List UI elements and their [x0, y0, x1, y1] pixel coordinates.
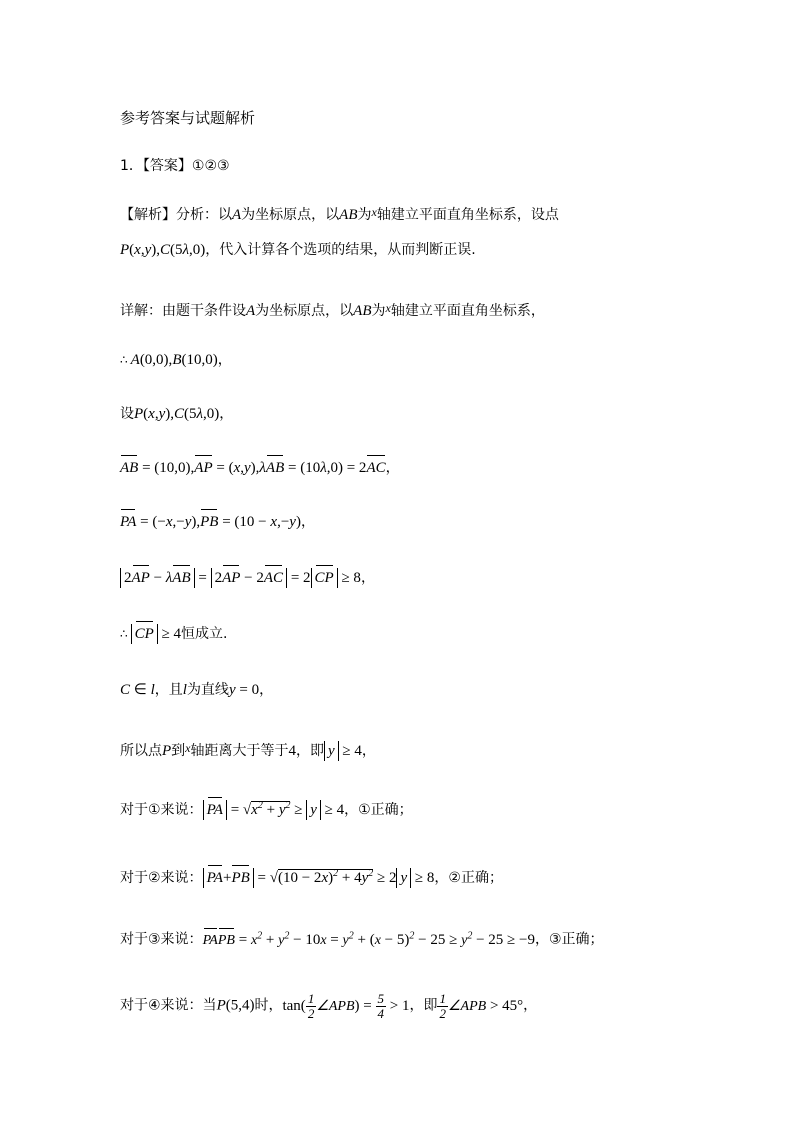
- math: CP ≥ 4: [131, 626, 181, 642]
- math: P(x,y),C(5λ,0): [134, 406, 220, 422]
- case-result: ，③正确；: [534, 931, 604, 948]
- eq-set-pc: [120, 404, 233, 424]
- eq-vectors-2: [120, 512, 315, 532]
- so-text: 所以点: [120, 743, 162, 759]
- punct: ，: [361, 743, 376, 759]
- case-label: 对于④来说：当: [120, 997, 217, 1014]
- detail-text: 为: [371, 303, 386, 319]
- always-holds: 恒成立.: [181, 626, 228, 642]
- math: AB = (10,0),AP = (x,y),λAB = (10λ,0) = 2AC: [120, 460, 386, 476]
- case-2: [120, 864, 503, 888]
- eq-distance: [120, 738, 376, 761]
- math: y = 0: [228, 682, 260, 698]
- detail-text: 为坐标原点，以: [255, 303, 354, 319]
- math: $PA+PB = √(10 - 2x)^2 + 4y^2 \ge 2$ y ≥ 8: [203, 870, 435, 886]
- math: x: [385, 301, 391, 315]
- therefore-symbol: ∴: [120, 353, 131, 367]
- therefore-symbol: ∴: [120, 627, 131, 641]
- math: PAPB = $x^2 + y^2 - 10x = y^2 + (x - 5)^2 - 25 \ge y^2 - 25 \ge -9$: [203, 933, 535, 948]
- math: tan( $\frac{1}{2}$ ∠APB) = $\frac{5}{4}$ > 1: [282, 991, 410, 1021]
- line-text: 为直线: [186, 682, 229, 698]
- question-number: 1．: [120, 158, 143, 174]
- answer-value: ①②③: [191, 158, 230, 174]
- answer-tag: 【答案】: [142, 158, 192, 174]
- analysis-text: 为: [357, 207, 372, 223]
- punct: ，: [217, 352, 232, 368]
- math: $\frac{1}{2}$ ∠APB > 45°: [439, 991, 524, 1021]
- math: P(5,4): [216, 997, 255, 1014]
- math: PA = $√x^2 + y^2 \ge y \ge 4$: [203, 802, 345, 818]
- case-result: ，①正确；: [344, 802, 413, 818]
- analysis-line-1: [120, 202, 559, 225]
- axis-text: 轴距离大于等于: [190, 743, 289, 759]
- math: P: [162, 743, 172, 759]
- math: x: [371, 205, 377, 219]
- case-label: 对于①来说：: [120, 802, 203, 818]
- math: A(0,0),B(10,0): [130, 352, 218, 368]
- math: AB: [339, 207, 358, 223]
- eq-norm: [120, 568, 375, 588]
- punct: ，: [385, 460, 400, 476]
- ie-text: ，即: [296, 743, 324, 759]
- and-text: ，且: [154, 682, 183, 698]
- ie-text: ，即: [409, 997, 438, 1014]
- math: PA = (−x,−y),PB = (10 − x,−y): [120, 514, 301, 530]
- punct: ，: [219, 406, 234, 422]
- eq-cp-bound: [120, 624, 228, 644]
- case-4: [120, 992, 537, 1021]
- math: P(x,y),C(5λ,0): [120, 242, 206, 258]
- math: A: [246, 303, 256, 319]
- to-text: 到: [171, 743, 186, 759]
- analysis-text: ，代入计算各个选项的结果，从而判断正误.: [205, 242, 476, 258]
- when-text: 时，: [254, 997, 283, 1014]
- math: x: [185, 741, 191, 755]
- case-1: [120, 796, 413, 820]
- math: l: [182, 682, 187, 698]
- punct: ，: [360, 570, 375, 586]
- eq-points-ab: [120, 350, 232, 370]
- analysis-text: 分析：以: [176, 207, 232, 223]
- math: AB: [353, 303, 372, 319]
- set-label: 设: [120, 406, 134, 422]
- math: C ∈ l: [120, 682, 155, 698]
- math: A: [232, 207, 242, 223]
- case-result: ，②正确；: [434, 870, 503, 886]
- page-title: 参考答案与试题解析: [120, 109, 256, 127]
- math: y ≥ 4: [324, 743, 362, 759]
- question-1-header: [120, 156, 230, 176]
- math: 2AP − λAB = 2AP − 2AC = 2 CP ≥ 8: [120, 570, 361, 586]
- punct: ，: [259, 682, 274, 698]
- detail-text: 详解：由题干条件设: [120, 303, 246, 319]
- analysis-line-2: [120, 240, 476, 260]
- math: 4: [288, 743, 296, 759]
- case-label: 对于②来说：: [120, 870, 203, 886]
- case-label: 对于③来说：: [120, 931, 203, 948]
- case-3: [120, 926, 604, 951]
- eq-vectors-1: [120, 458, 400, 478]
- analysis-tag: 【解析】: [120, 207, 176, 223]
- analysis-text: 轴建立平面直角坐标系，设点: [376, 207, 559, 223]
- punct: ，: [523, 997, 538, 1014]
- analysis-text: 为坐标原点，以: [241, 207, 340, 223]
- detail-line: [120, 298, 545, 321]
- detail-text: 轴建立平面直角坐标系，: [390, 303, 545, 319]
- punct: ，: [300, 514, 315, 530]
- eq-line-l: [120, 680, 273, 700]
